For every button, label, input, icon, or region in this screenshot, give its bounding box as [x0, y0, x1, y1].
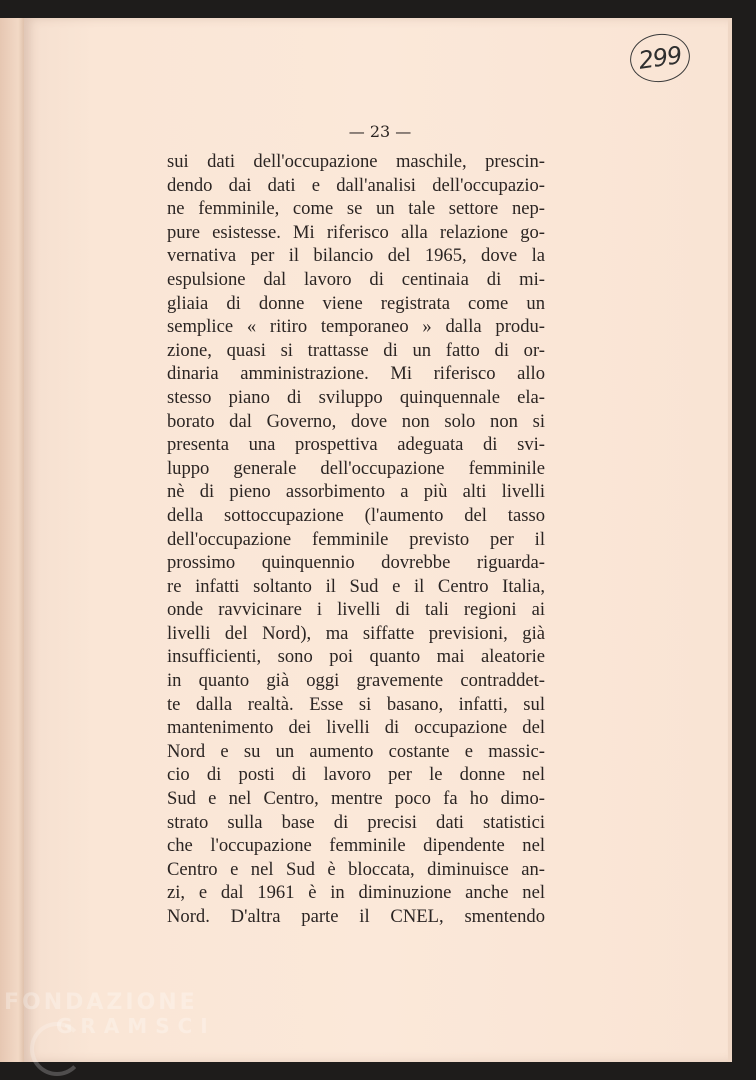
text-line: te dalla realtà. Esse si basano, infatti, sul: [167, 693, 545, 715]
watermark-line-1: FONDAZIONE: [4, 990, 198, 1015]
text-line: re infatti soltanto il Sud e il Centro Italia,: [167, 575, 545, 597]
text-line: stesso piano di sviluppo quinquennale ela-: [167, 386, 545, 408]
text-line: dell'occupazione femminile previsto per il: [167, 528, 545, 550]
watermark-line-2: GRAMSCI: [56, 1014, 216, 1038]
text-line: livelli del Nord), ma siffatte previsioni, già: [167, 622, 545, 644]
facing-page-edge: [0, 18, 27, 1062]
text-line: ne femminile, come se un tale settore nep-: [167, 198, 545, 220]
text-line: cio di posti di lavoro per le donne nel: [167, 764, 545, 786]
text-line: Centro e nel Sud è bloccata, diminuisce an-: [167, 858, 545, 880]
text-line: borato dal Governo, dove non solo non si: [167, 410, 545, 432]
text-line: pure esistesse. Mi riferisco alla relazione go-: [167, 221, 545, 243]
text-line: zione, quasi si trattasse di un fatto di or-: [167, 339, 545, 361]
text-line: Nord e su un aumento costante e massic-: [167, 740, 545, 762]
text-line: insufficienti, sono poi quanto mai aleatorie: [167, 646, 545, 668]
text-line: Sud e nel Centro, mentre poco fa ho dimo-: [167, 788, 545, 810]
text-line: zi, e dal 1961 è in diminuzione anche nel: [167, 882, 545, 904]
text-line: prossimo quinquennio dovrebbe riguarda-: [167, 552, 545, 574]
text-line: in quanto già oggi gravemente contraddet-: [167, 670, 545, 692]
text-line: che l'occupazione femminile dipendente nel: [167, 835, 545, 857]
text-line: strato sulla base di precisi dati statistici: [167, 811, 545, 833]
text-line: gliaia di donne viene registrata come un: [167, 292, 545, 314]
text-line: della sottoccupazione (l'aumento del tasso: [167, 504, 545, 526]
text-line: onde ravvicinare i livelli di tali regioni ai: [167, 599, 545, 621]
text-line: nè di pieno assorbimento a più alti livelli: [167, 481, 545, 503]
page-number: — 23 —: [348, 122, 412, 141]
text-line: semplice « ritiro temporaneo » dalla produ-: [167, 316, 545, 338]
text-line: vernativa per il bilancio del 1965, dove la: [167, 245, 545, 267]
watermark: [4, 990, 216, 1038]
text-line: Nord. D'altra parte il CNEL, smentendo: [167, 906, 545, 927]
text-line: dinaria amministrazione. Mi riferisco allo: [167, 363, 545, 385]
text-line: presenta una prospettiva adeguata di svi-: [167, 434, 545, 456]
body-text: [167, 150, 545, 929]
text-line: espulsione dal lavoro di centinaia di mi-: [167, 268, 545, 290]
page-right-edge: [728, 18, 732, 1062]
text-line: luppo generale dell'occupazione femminile: [167, 457, 545, 479]
text-line: sui dati dell'occupazione maschile, prescin-: [167, 151, 545, 172]
text-line: dendo dai dati e dall'analisi dell'occupazio-: [167, 174, 545, 196]
handwritten-archive-number: 299: [627, 30, 693, 86]
text-line: mantenimento dei livelli di occupazione del: [167, 717, 545, 739]
